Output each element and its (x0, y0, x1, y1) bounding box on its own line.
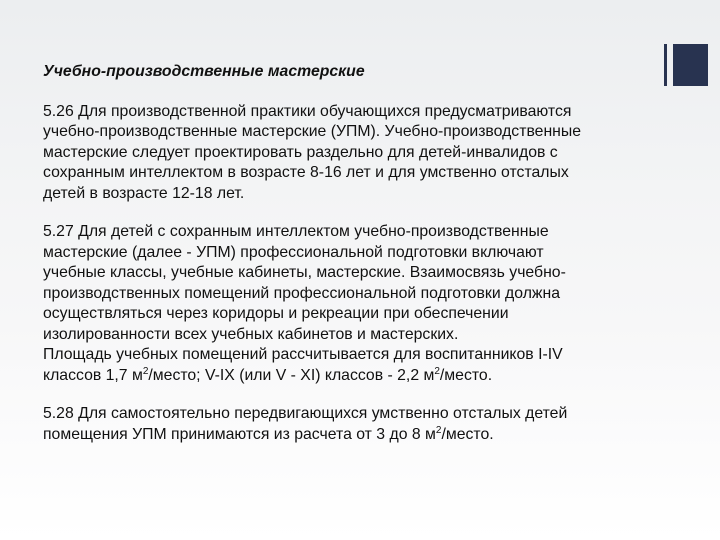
superscript: 2 (434, 365, 440, 377)
superscript: 2 (142, 365, 149, 377)
text-fragment: классов 1,7 м (43, 366, 143, 384)
text-fragment: помещения УПМ принимаются из расчета от 3 до 8 м (43, 425, 436, 443)
text-line: мастерские следует проектировать раздельно для детей-инвалидов с (43, 143, 558, 161)
slide-content (43, 62, 663, 463)
accent-bar-thin (664, 44, 667, 86)
text-line: производственных помещений профессиональной подготовки должна (43, 284, 561, 302)
text-fragment: /место; V-IX (или V - XI) классов - 2,2 м (148, 366, 435, 384)
accent-bar-thick (673, 44, 708, 86)
text-line: учебно-производственные мастерские (УПМ). Учебно-производственные (43, 123, 582, 140)
text-line: детей в возрасте 12-18 лет. (43, 184, 245, 202)
text-line: 5.26 Для производственной практики обучающихся предусматриваются (43, 102, 572, 120)
text-line: 5.28 Для самостоятельно передвигающихся умственно отсталых детей (43, 405, 568, 422)
paragraph-5-28 (43, 404, 663, 445)
text-line: Площадь учебных помещений рассчитывается для воспитанников I-IV (43, 346, 563, 363)
text-fragment: /место. (441, 425, 494, 443)
superscript: 2 (435, 424, 442, 436)
paragraph-5-26 (43, 102, 663, 205)
text-line-area (43, 366, 663, 387)
text-line: изолированности всех учебных кабинетов и мастерских. (43, 325, 459, 343)
slide-title: Учебно-производственные мастерские (43, 63, 365, 80)
paragraph-5-27 (43, 222, 663, 386)
text-line-area (43, 425, 663, 446)
text-line: мастерские (далее - УПМ) профессиональной подготовки включают (43, 243, 544, 261)
text-line: сохранным интеллектом в возрасте 8-16 лет и для умственно отсталых (43, 164, 569, 181)
text-line: учебные классы, учебные кабинеты, мастерские. Взаимосвязь учебно- (43, 264, 566, 281)
text-line: осуществляться через коридоры и рекреации при обеспечении (43, 305, 509, 322)
text-fragment: /место. (439, 366, 493, 384)
text-line: 5.27 Для детей с сохранным интеллектом учебно-производственные (43, 223, 549, 240)
